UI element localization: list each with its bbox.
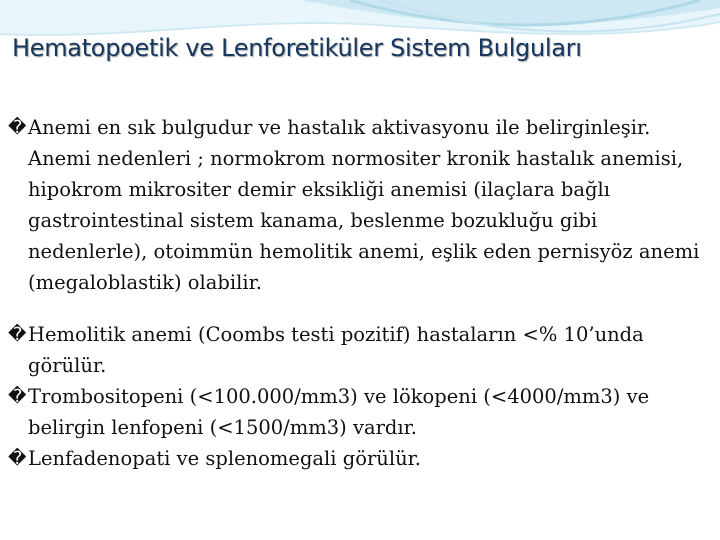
slide-title: Hematopoetik ve Lenforetiküler Sistem Bulguları [12,34,582,62]
paragraph-text: Hemolitik anemi (Coombs testi pozitif) hastaların <% 10’unda görülür. [28,323,644,377]
bullet-icon: � [8,448,27,469]
bullet-icon: � [8,324,27,345]
paragraph-text: Trombositopeni (<100.000/mm3) ve lökopeni (<4000/mm3) ve belirgin lenfopeni (<1500/mm3) vardır. [28,385,650,439]
bullet-icon: � [8,386,27,407]
bullet-icon: � [8,117,27,138]
slide-body [8,112,714,474]
bullet-paragraph [8,319,714,381]
bullet-paragraph [8,443,714,474]
bullet-paragraph [8,381,714,443]
paragraph-text: Anemi en sık bulgudur ve hastalık aktivasyonu ile belirginleşir. Anemi nedenleri ; normokrom normositer kronik hastalık anemisi, hipokrom mikrositer demir eksikliği anemisi (ilaçlara bağlı gastrointestinal sistem kanama, beslenme bozukluğu gibi nedenlerle), otoimmün hemolitik anemi, eşlik eden pernisyöz anemi (megaloblastik) olabilir. [28,116,700,294]
paragraph-text: Lenfadenopati ve splenomegali görülür. [28,447,421,470]
bullet-paragraph [8,112,714,298]
